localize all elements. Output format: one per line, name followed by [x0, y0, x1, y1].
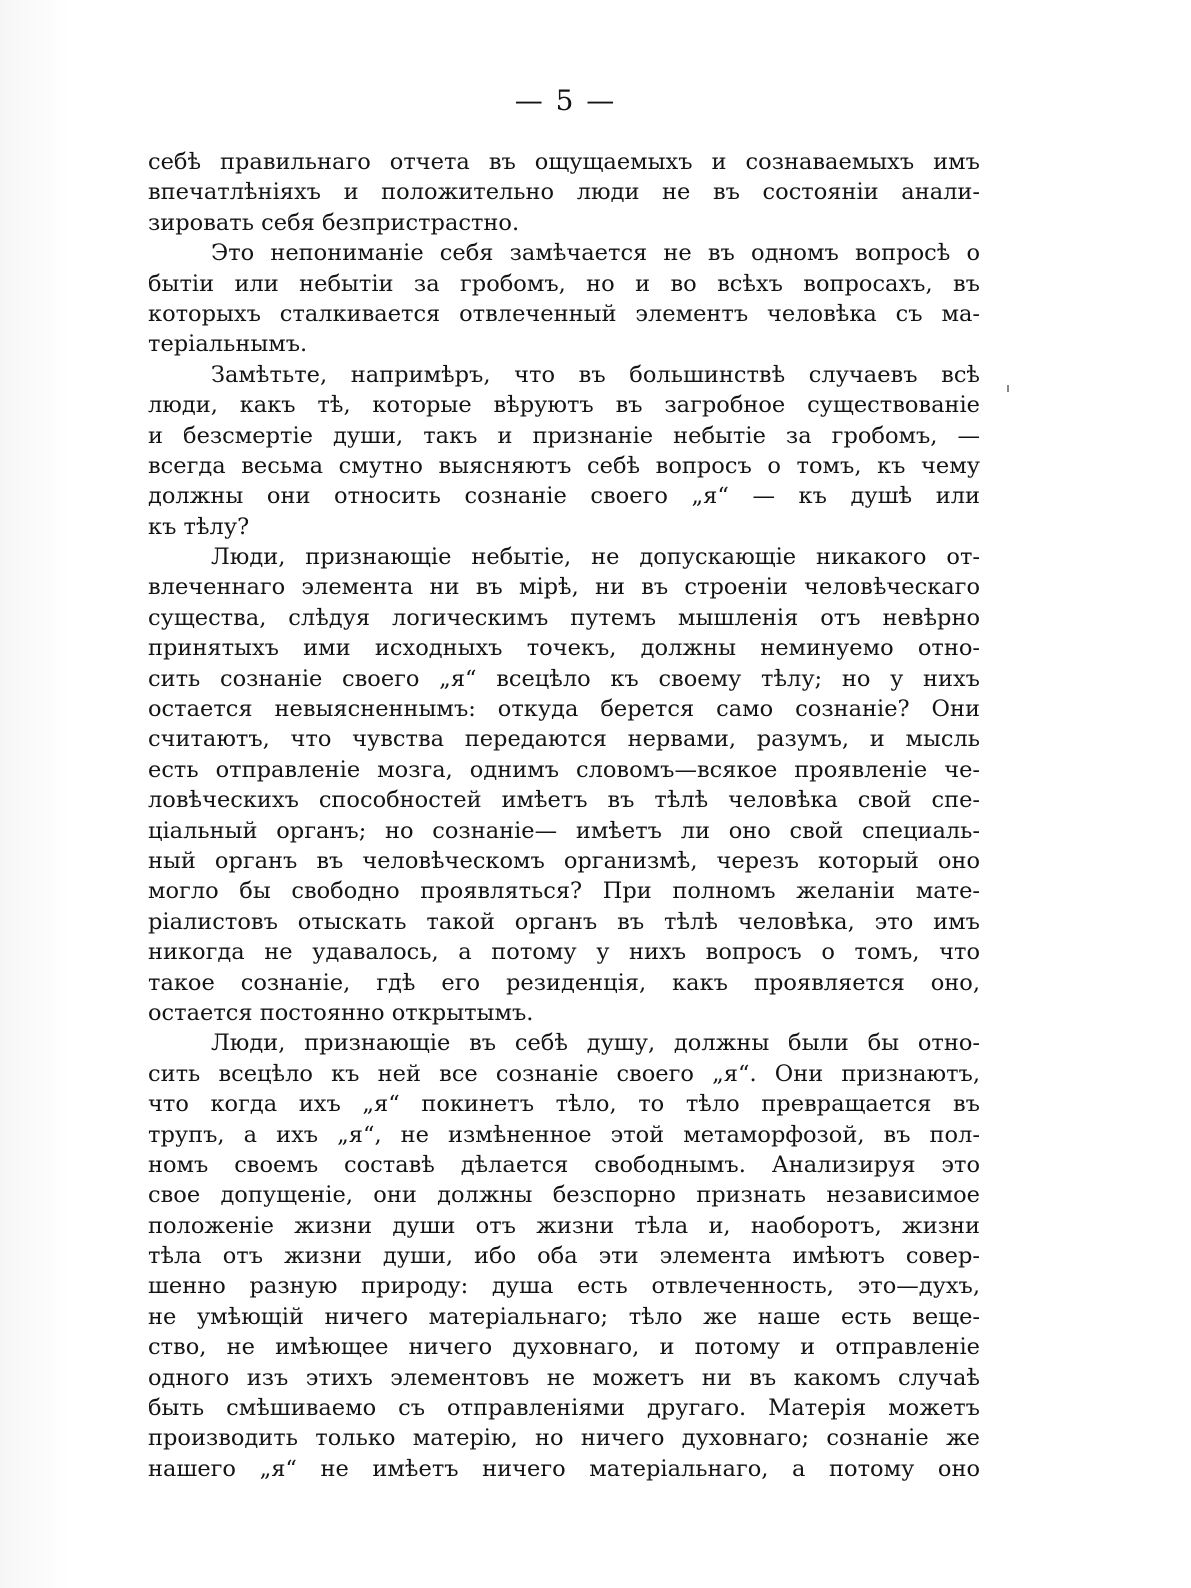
- text-line: существа, слѣдуя логическимъ путемъ мышленія отъ невѣрно: [148, 604, 980, 631]
- text-line: ціальный органъ; но сознаніе— имѣетъ ли оно свой специаль-: [148, 817, 980, 844]
- text-line: ство, не имѣющее ничего духовнаго, и потому и отправленіе: [148, 1334, 980, 1361]
- scan-shadow: [0, 0, 70, 1588]
- text-line: свое допущеніе, они должны безспорно признать независимое: [148, 1182, 980, 1209]
- text-line: есть отправленіе мозга, однимъ словомъ—всякое проявленіе че-: [148, 756, 980, 783]
- text-line: люди, какъ тѣ, которые вѣруютъ въ загробное существованіе: [148, 392, 980, 419]
- page-number: — 5 —: [514, 84, 617, 117]
- text-line: Люди, признающіе небытіе, не допускающіе никакого от-: [211, 544, 980, 571]
- text-line: трупъ, а ихъ „я“, не измѣненное этой метаморфозой, въ пол-: [148, 1121, 980, 1148]
- text-line: сить сознаніе своего „я“ всецѣло къ своему тѣлу; но у нихъ: [148, 665, 980, 692]
- text-line: впечатлѣніяхъ и положительно люди не въ состояніи анали-: [148, 179, 980, 206]
- text-line: бытіи или небытіи за гробомъ, но и во всѣхъ вопросахъ, въ: [148, 270, 980, 297]
- text-line: шенно разную природу: душа есть отвлеченность, это—духъ,: [148, 1273, 980, 1300]
- text-line: Замѣтьте, напримѣръ, что въ большинствѣ случаевъ всѣ: [211, 361, 980, 388]
- scan-speck: [1007, 385, 1009, 392]
- text-line: тѣла отъ жизни души, ибо оба эти элемента имѣютъ совер-: [148, 1243, 980, 1270]
- text-line: производить только матерію, но ничего духовнаго; сознаніе же: [148, 1425, 980, 1452]
- text-line: одного изъ этихъ элементовъ не можетъ ни въ какомъ случаѣ: [148, 1364, 980, 1391]
- text-line: ріалистовъ отыскать такой органъ въ тѣлѣ человѣка, это имъ: [148, 908, 980, 935]
- text-line: остается невыясненнымъ: откуда берется само сознаніе? Они: [148, 696, 980, 723]
- text-line: Люди, признающіе въ себѣ душу, должны были бы отно-: [211, 1030, 980, 1057]
- text-line: всегда весьма смутно выясняютъ себѣ вопросъ о томъ, къ чему: [148, 452, 980, 479]
- text-line: ловѣческихъ способностей имѣетъ въ тѣлѣ человѣка свой спе-: [148, 787, 980, 814]
- text-line: могло бы свободно проявляться? При полномъ желаніи мате-: [148, 878, 980, 905]
- text-line: себѣ правильнаго отчета въ ощущаемыхъ и сознаваемыхъ имъ: [148, 149, 980, 175]
- text-line: считаютъ, что чувства передаются нервами, разумъ, и мысль: [148, 726, 980, 753]
- text-line: не умѣющій ничего матеріальнаго; тѣло же наше есть веще-: [148, 1303, 980, 1330]
- text-line: никогда не удавалось, а потому у нихъ вопросъ о томъ, что: [148, 939, 980, 966]
- text-line: влеченнаго элемента ни въ мірѣ, ни въ строеніи человѣческаго: [148, 574, 980, 601]
- text-line: такое сознаніе, гдѣ его резиденція, какъ проявляется оно,: [148, 969, 980, 996]
- text-line: теріальнымъ.: [148, 331, 308, 358]
- text-line: и безсмертіе души, такъ и признаніе небытіе за гробомъ, —: [148, 422, 980, 449]
- text-line: къ тѣлу?: [148, 513, 250, 540]
- text-line: принятыхъ ими исходныхъ точекъ, должны неминуемо отно-: [148, 635, 980, 662]
- text-line: положеніе жизни души отъ жизни тѣла и, наоборотъ, жизни: [148, 1212, 980, 1239]
- text-line: Это непониманіе себя замѣчается не въ одномъ вопросѣ о: [211, 240, 980, 267]
- text-line: которыхъ сталкивается отвлеченный элементъ человѣка съ ма-: [148, 300, 980, 327]
- text-line: сить всецѣло къ ней все сознаніе своего „я“. Они признаютъ,: [148, 1060, 980, 1087]
- text-line: быть смѣшиваемо съ отправленіями другаго. Матерія можетъ: [148, 1395, 980, 1422]
- text-line: зировать себя безпристрастно.: [148, 209, 520, 236]
- text-line: остается постоянно открытымъ.: [148, 999, 534, 1026]
- text-line: должны они относить сознаніе своего „я“ — къ душѣ или: [148, 483, 980, 510]
- text-line: ный органъ въ человѣческомъ организмѣ, черезъ который оно: [148, 847, 980, 874]
- text-line: номъ своемъ составѣ дѣлается свободнымъ. Анализируя это: [148, 1151, 980, 1178]
- body-text: [148, 147, 980, 1484]
- text-line: нашего „я“ не имѣетъ ничего матеріальнаго, а потому оно: [148, 1455, 980, 1482]
- text-line: что когда ихъ „я“ покинетъ тѣло, то тѣло превращается въ: [148, 1091, 980, 1118]
